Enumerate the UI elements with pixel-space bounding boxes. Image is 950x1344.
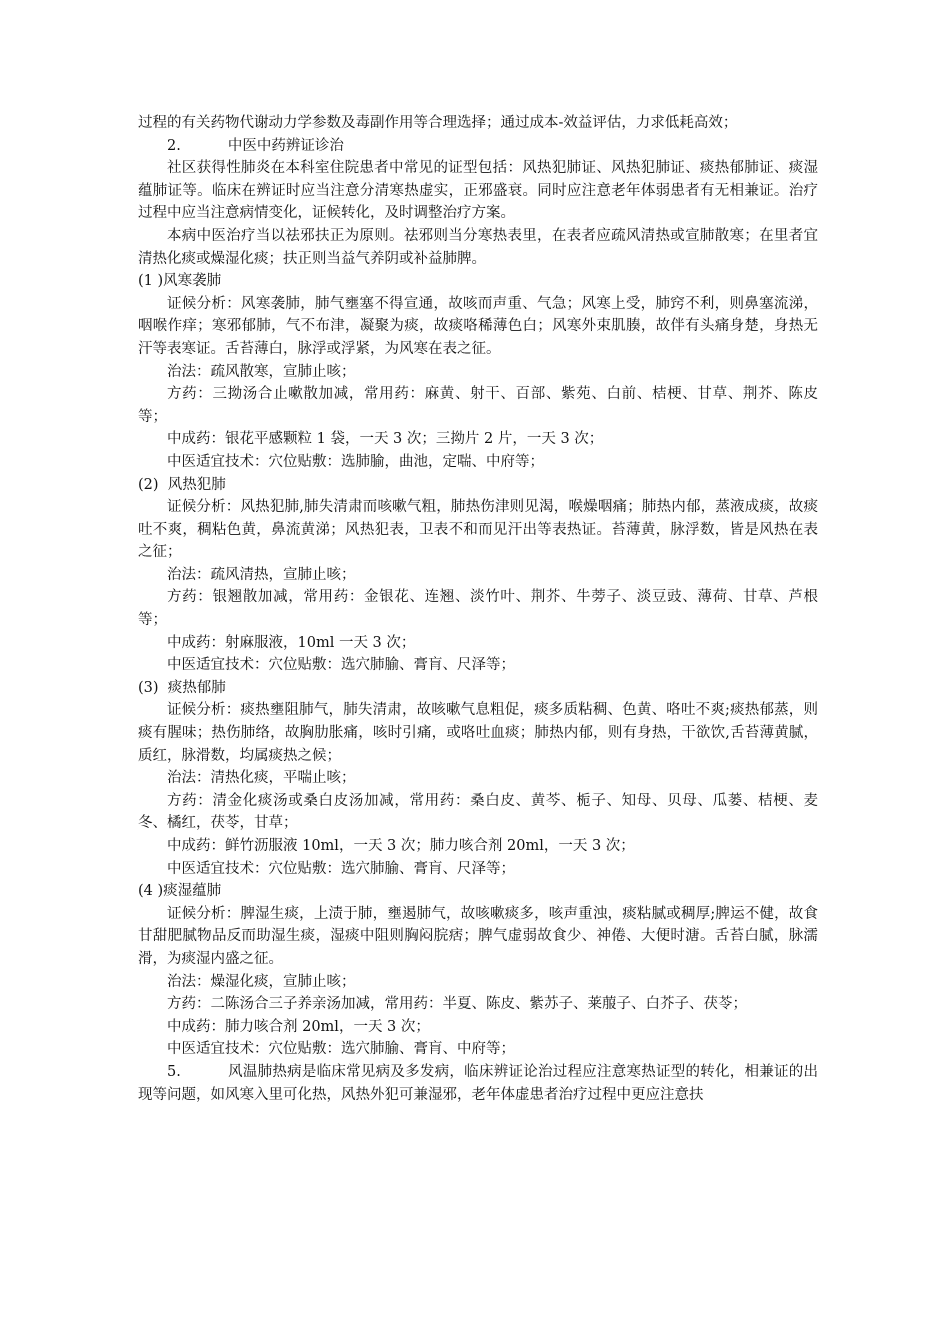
- subheading-phlegm-heat: (3) 痰热郁肺: [138, 679, 226, 696]
- paragraph-10: 中医适宜技术：穴位贴敷：选肺腧，曲池，定喘、中府等；: [167, 453, 544, 470]
- paragraph-21: 中成药：鲜竹沥服液 10ml，一天 3 次；肺力咳合剂 20ml，一天 3 次；: [167, 838, 635, 854]
- paragraph-4: 本病中医治疗当以祛邪扶正为原则。祛邪则当分寒热表里，在表者应疏风清热或宣肺散寒；在里者宜清热化痰或燥湿化痰；扶正则当益气养阴或补益肺脾。: [138, 227, 818, 267]
- paragraph-7: 治法：疏风散寒，宣肺止咳；: [167, 363, 356, 380]
- paragraph-18: 证候分析：痰热壅阻肺气，肺失清肃，故咳嗽气息粗促，痰多质粘稠、色黄、咯吐不爽;痰热郁蒸，则痰有腥味；热伤肺络，故胸肋胀痛，咳时引痛，或咯吐血痰；肺热内郁，则有身热，干欲饮,舌苔薄黄腻，质红，脉滑数，均属痰热之候；: [138, 702, 818, 764]
- paragraph-3: 社区获得性肺炎在本科室住院患者中常见的证型包括：风热犯肺证、风热犯肺证、痰热郁肺证、痰湿蕴肺证等。临床在辨证时应当注意分清寒热虚实，正邪盛衰。同时应注意老年体弱患者有无相兼证。治疗过程中应当注意病情变化，证候转化，及时调整治疗方案。: [138, 160, 818, 222]
- section-number: 2.: [167, 137, 181, 154]
- document-body: [138, 112, 818, 1106]
- paragraph-22: 中医适宜技术：穴位贴敷：选穴肺腧、膏肓、尺泽等；: [167, 860, 515, 877]
- subheading-phlegm-damp: (4 )痰湿蕴肺: [138, 883, 222, 900]
- paragraph-1: 过程的有关药物代谢动力学参数及毒副作用等合理选择；通过成本-效益评估，力求低耗高效；: [138, 115, 738, 131]
- paragraph-24: 证候分析：脾湿生痰，上渍于肺，壅遏肺气，故咳嗽痰多，咳声重浊，痰粘腻或稠厚;脾运不健，故食甘甜肥腻物品反而助湿生痰，湿痰中阻则胸闷脘痞；脾气虚弱故食少、神倦、大便时溏。舌苔白腻，脉濡滑，为痰湿内盛之征。: [138, 905, 818, 967]
- paragraph-9: 中成药：银花平感颗粒 1 袋，一天 3 次；三拗片 2 片，一天 3 次；: [167, 431, 604, 448]
- paragraph-25: 治法：燥湿化痰，宣肺止咳；: [167, 973, 356, 990]
- paragraph-27: 中成药：肺力咳合剂 20ml，一天 3 次；: [167, 1018, 430, 1035]
- section-number: 5.: [167, 1063, 181, 1080]
- paragraph-15: 中成药：射麻服液，10ml 一天 3 次；: [167, 634, 416, 651]
- paragraph-6: 证候分析：风寒袭肺，肺气壅塞不得宣通，故咳而声重、气急；风寒上受，肺窍不利，则鼻塞流涕，咽喉作痒；寒邪郁肺，气不布津，凝聚为痰，故痰咯稀薄色白；风寒外束肌腠，故伴有头痛身楚，身热无汗等表寒证。舌苔薄白，脉浮或浮紧，为风寒在表之征。: [138, 295, 818, 357]
- paragraph-8: 方药：三拗汤合止嗽散加减，常用药：麻黄、射干、百部、紫苑、白前、桔梗、甘草、荆芥、陈皮等；: [138, 386, 818, 425]
- paragraph-16: 中医适宜技术：穴位贴敷：选穴肺腧、膏肓、尺泽等；: [167, 657, 515, 674]
- subheading-wind-heat: (2) 风热犯肺: [138, 476, 226, 493]
- paragraph-12: 证候分析：风热犯肺,肺失清肃而咳嗽气粗，肺热伤津则见渴，喉燥咽痛；肺热内郁，蒸液成痰，故痰吐不爽，稠粘色黄，鼻流黄涕；风热犯表，卫表不和而见汗出等表热证。苔薄黄，脉浮数，皆是风热在表之征；: [138, 499, 818, 561]
- paragraph-28: 中医适宜技术：穴位贴敷：选穴肺腧、膏肓、中府等；: [167, 1041, 515, 1058]
- paragraph-29: 5. 风温肺热病是临床常见病及多发病，临床辨证论治过程应注意寒热证型的转化，相兼证的出现等问题，如风寒入里可化热，风热外犯可兼湿邪，老年体虚患者治疗过程中更应注意扶: [138, 1061, 818, 1106]
- subheading-wind-cold: (1 )风寒袭肺: [138, 273, 222, 290]
- paragraph-20: 方药：清金化痰汤或桑白皮汤加减，常用药：桑白皮、黄芩、栀子、知母、贝母、瓜蒌、桔梗、麦冬、橘红，茯苓，甘草；: [138, 792, 818, 832]
- paragraph-26: 方药：二陈汤合三子养亲汤加减，常用药：半夏、陈皮、紫苏子、莱菔子、白芥子、茯苓；: [167, 996, 747, 1013]
- paragraph-13: 治法：疏风清热，宣肺止咳；: [167, 566, 356, 583]
- section-heading-2: 2. 中医中药辨证诊治: [138, 135, 818, 158]
- paragraph-19: 治法：清热化痰，平喘止咳；: [167, 770, 356, 787]
- paragraph-14: 方药：银翘散加减，常用药：金银花、连翘、淡竹叶、荆芥、牛蒡子、淡豆豉、薄荷、甘草、芦根等；: [138, 589, 818, 629]
